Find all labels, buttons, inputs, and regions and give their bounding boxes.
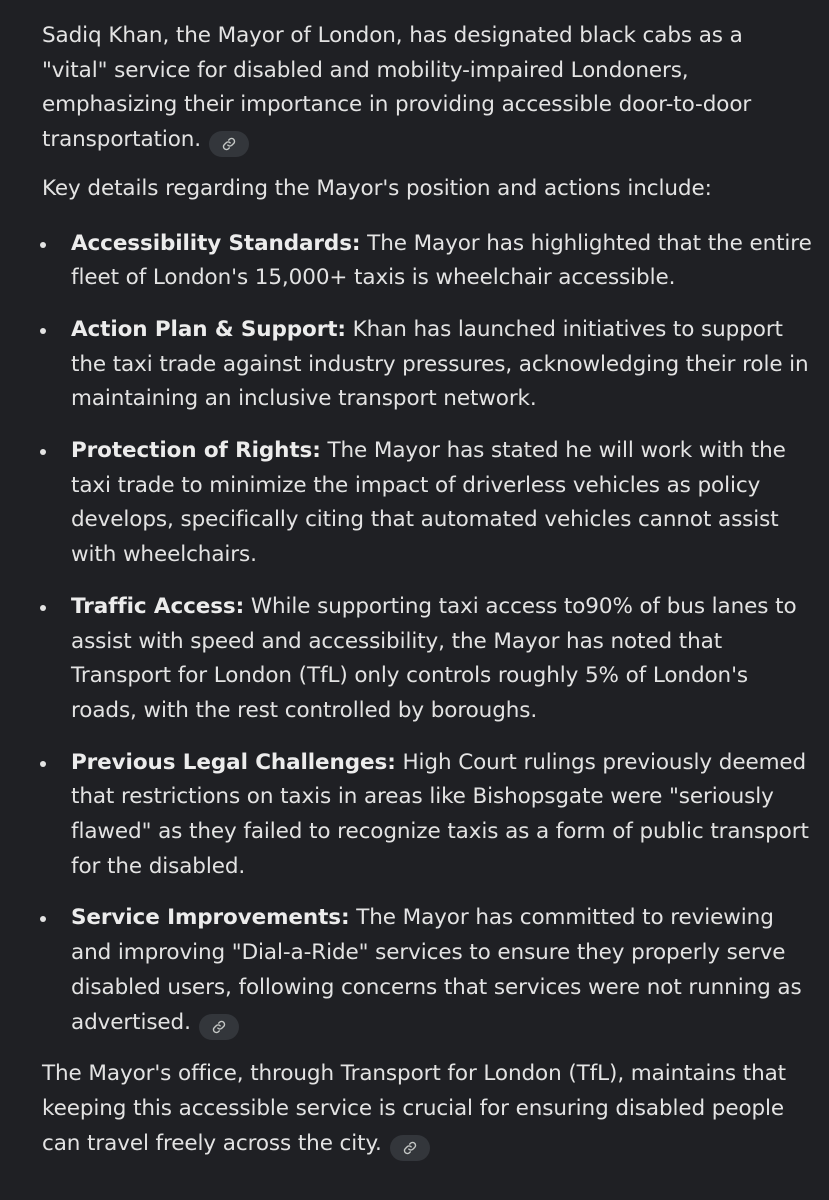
item-text: High Court rulings previously deemed that restrictions on taxis in areas like Bishopsgate were "seriously flawed" as they failed to recognize taxis as a form of public transport for the disabled.	[71, 749, 809, 879]
bullet-dot	[40, 242, 46, 248]
item-text: The Mayor has stated he will work with the taxi trade to minimize the impact of driverless vehicles as policy develops, specifically citing that automated vehicles cannot assist with wheelchairs.	[71, 438, 786, 568]
bullet-dot	[40, 761, 46, 767]
bullet-dot	[40, 605, 46, 611]
item-text: Khan has launched initiatives to support the taxi trade against industry pressures, acknowledging their role in maintaining an inclusive transport network.	[71, 316, 809, 412]
bullet-dot	[40, 449, 46, 455]
source-link-chip[interactable]	[199, 1014, 239, 1040]
intro-text: Sadiq Khan, the Mayor of London, has designated black cabs as a "vital" service for disabled and mobility-impaired Londoners, emphasizing their importance in providing accessible door-to-door transportation.	[42, 23, 752, 153]
list-item	[42, 746, 812, 885]
source-link-chip[interactable]	[390, 1135, 430, 1161]
list-item	[42, 227, 812, 296]
outro-text: The Mayor's office, through Transport for London (TfL), maintains that keeping this accessible service is crucial for ensuring disabled people can travel freely across the city.	[42, 1061, 787, 1156]
item-term: Previous Legal Challenges:	[71, 749, 396, 775]
link-icon	[403, 1141, 417, 1155]
item-text: The Mayor has committed to reviewing and improving "Dial-a-Ride" services to ensure they properly serve disabled users, following concerns that services were not running as advertised.	[71, 905, 802, 1035]
list-item	[42, 434, 812, 573]
link-icon	[212, 1020, 226, 1034]
item-term: Traffic Access:	[71, 593, 245, 619]
source-link-chip[interactable]	[209, 131, 249, 157]
item-term: Protection of Rights:	[71, 438, 321, 464]
item-text: The Mayor has highlighted that the entire fleet of London's 15,000+ taxis is wheelchair accessible.	[71, 230, 812, 291]
link-icon	[222, 137, 236, 151]
key-details-list	[42, 227, 812, 1041]
list-item	[42, 901, 812, 1040]
response-content	[42, 19, 812, 1161]
item-term: Service Improvements:	[71, 905, 350, 931]
item-term: Action Plan & Support:	[71, 316, 346, 342]
item-term: Accessibility Standards:	[71, 230, 361, 256]
bullet-dot	[40, 916, 46, 922]
item-text: While supporting taxi access to90% of bus lanes to assist with speed and accessibility, the Mayor has noted that Transport for London (TfL) only controls roughly 5% of London's roads, with the rest controlled by boroughs.	[71, 593, 797, 723]
list-item	[42, 313, 812, 417]
list-item	[42, 590, 812, 729]
bullet-dot	[40, 328, 46, 334]
lead-paragraph: Key details regarding the Mayor's position and actions include:	[42, 175, 712, 201]
outro-paragraph	[42, 1057, 812, 1161]
intro-paragraph	[42, 19, 812, 158]
